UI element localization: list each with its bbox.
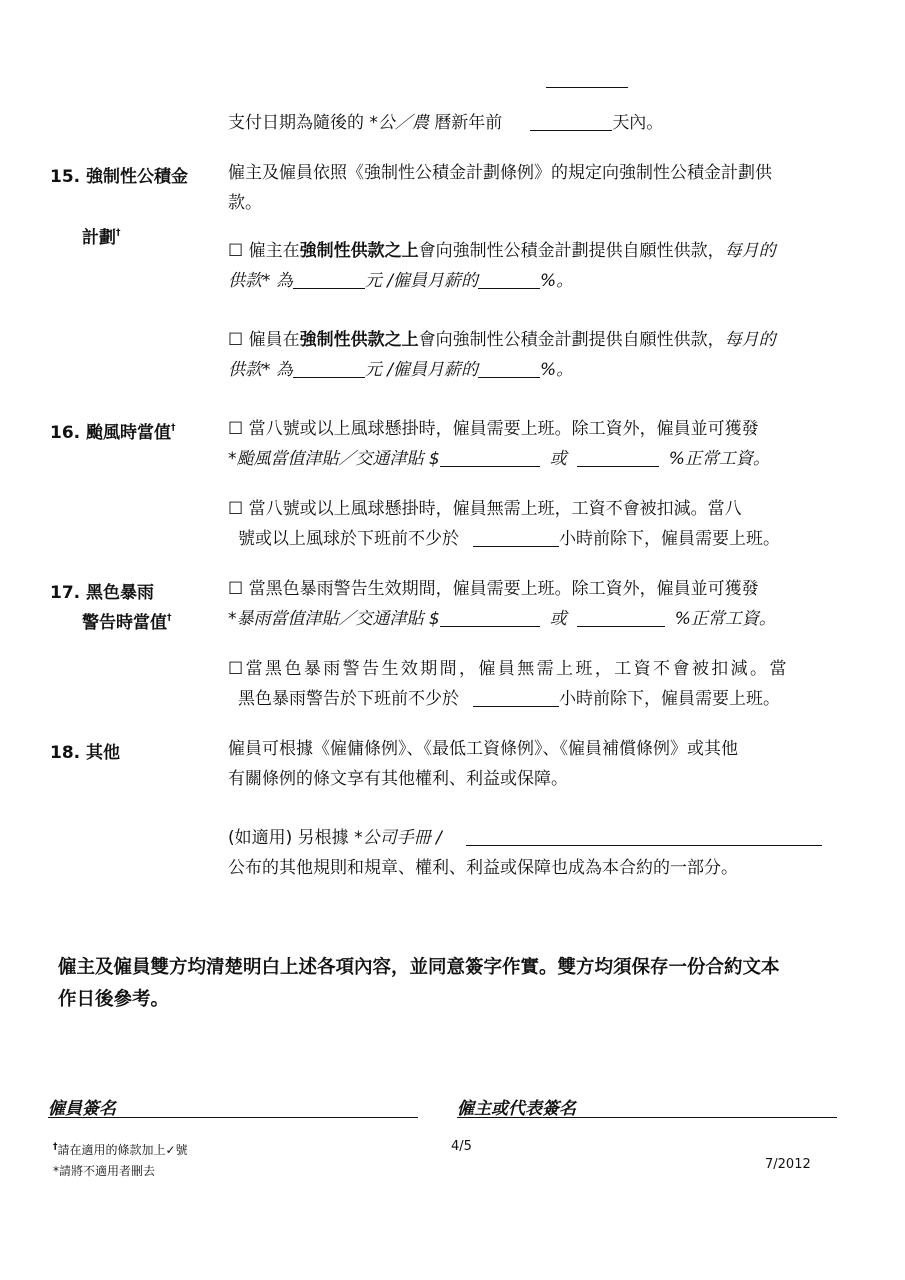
employer-signature-label: 僱主或代表簽名 bbox=[457, 1099, 576, 1119]
payment-date-line: 支付日期為隨後的 *公／農 曆新年前 天內。 bbox=[228, 113, 664, 133]
rainstorm-percent-blank[interactable] bbox=[577, 608, 665, 627]
section-15-option-employee: ☐ 僱員在強制性供款之上會向強制性公積金計劃提供自願性供款，每月的 供款* 為 元 /僱員月薪的 %。 bbox=[228, 330, 776, 380]
top-blank-line bbox=[546, 87, 628, 88]
section-17-option-work: ☐ 當黑色暴雨警告生效期間，僱員需要上班。除工資外，僱員並可獲發 *暴雨當值津貼／交通津貼 $ 或 %正常工資。 bbox=[228, 579, 776, 629]
section-16-title: 16. 颱風時當值† bbox=[50, 423, 176, 443]
section-15-intro: 僱主及僱員依照《強制性公積金計劃條例》的規定向強制性公積金計劃供 款。 bbox=[228, 163, 772, 213]
typhoon-allowance-blank[interactable] bbox=[440, 448, 540, 467]
typhoon-hours-blank[interactable] bbox=[473, 528, 559, 547]
rainstorm-allowance-blank[interactable] bbox=[440, 608, 540, 627]
section-17-title-2: 警告時當值† bbox=[82, 613, 172, 633]
footnote-delete: *請將不適用者刪去 bbox=[53, 1164, 156, 1178]
agreement-statement: 僱主及僱員雙方均清楚明白上述各項內容，並同意簽字作實。雙方均須保存一份合約文本 作日後參考。 bbox=[58, 957, 780, 1010]
form-date: 7/2012 bbox=[765, 1157, 811, 1172]
section-15-option-employer: ☐ 僱主在強制性供款之上會向強制性公積金計劃提供自願性供款，每月的 供款* 為 元 /僱員月薪的 %。 bbox=[228, 241, 776, 291]
days-blank[interactable] bbox=[530, 112, 612, 131]
employer-percent-blank[interactable] bbox=[478, 270, 540, 289]
section-17-option-no-work: ☐當黑色暴雨警告生效期間，僱員無需上班，工資不會被扣減。當 黑色暴雨警告於下班前不少於 小時前除下，僱員需要上班。 bbox=[228, 659, 789, 709]
section-15-title: 15. 強制性公積金 bbox=[50, 167, 189, 187]
rainstorm-hours-blank[interactable] bbox=[473, 688, 559, 707]
section-16-option-no-work: ☐ 當八號或以上風球懸掛時，僱員無需上班，工資不會被扣減。當八 號或以上風球於下班前不少於 小時前除下，僱員需要上班。 bbox=[228, 499, 780, 549]
typhoon-percent-blank[interactable] bbox=[577, 448, 659, 467]
section-15-title-2: 計劃† bbox=[82, 228, 121, 248]
section-18-text: 僱員可根據《僱傭條例》、《最低工資條例》、《僱員補償條例》或其他 有關條例的條文享有其他權利、利益或保障。 bbox=[228, 739, 738, 789]
employee-signature-line[interactable] bbox=[48, 1117, 418, 1118]
section-18-title: 18. 其他 bbox=[50, 743, 121, 763]
employee-percent-blank[interactable] bbox=[478, 359, 540, 378]
handbook-blank[interactable] bbox=[466, 827, 822, 846]
section-18-handbook: (如適用) 另根據 *公司手冊 / 公布的其他規則和規章、權利、利益或保障也成為本合約的一部分。 bbox=[228, 823, 822, 883]
section-16-option-work: ☐ 當八號或以上風球懸掛時，僱員需要上班。除工資外，僱員並可獲發 *颱風當值津貼／交通津貼 $ 或 %正常工資。 bbox=[228, 419, 770, 469]
footnote-applicable: †請在適用的條款加上✓號 bbox=[53, 1142, 188, 1157]
employee-signature-label: 僱員簽名 bbox=[48, 1099, 116, 1119]
section-17-title: 17. 黑色暴雨 bbox=[50, 583, 155, 603]
page-number: 4/5 bbox=[451, 1139, 472, 1154]
employer-signature-line[interactable] bbox=[457, 1117, 837, 1118]
employer-amount-blank[interactable] bbox=[293, 270, 365, 289]
employee-amount-blank[interactable] bbox=[293, 359, 365, 378]
